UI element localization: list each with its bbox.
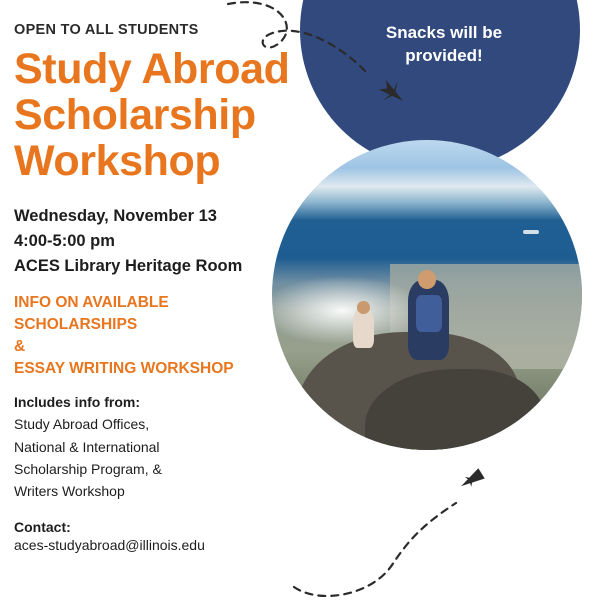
photo-ship: [523, 230, 539, 234]
page-title: [14, 46, 374, 184]
contact-email[interactable]: aces-studyabroad@illinois.edu: [14, 536, 205, 553]
poster-content: [14, 22, 374, 553]
eyebrow-text: OPEN TO ALL STUDENTS: [14, 22, 199, 38]
event-location: ACES Library Heritage Room: [14, 256, 243, 275]
photo-hiker-main-head: [418, 270, 437, 289]
includes-body: [14, 413, 374, 503]
topic-line-3: ESSAY WRITING WORKSHOP: [14, 360, 234, 378]
topics-list: [14, 292, 374, 380]
event-time: 4:00-5:00 pm: [14, 231, 115, 250]
airplane-icon-2: [458, 468, 485, 491]
snacks-badge-line2: provided!: [405, 45, 483, 65]
snacks-badge-line1: Snacks will be: [385, 23, 503, 42]
headline-line-3: Workshop: [14, 137, 221, 185]
topic-line-1: INFO ON AVAILABLE: [14, 294, 169, 312]
includes-line-2: National & International: [14, 438, 160, 455]
event-date: Wednesday, November 13: [14, 207, 217, 225]
headline-line-1: Study Abroad: [14, 45, 290, 93]
event-details: [14, 204, 374, 278]
photo-hiker-backpack: [416, 295, 442, 332]
includes-line-4: Writers Workshop: [14, 483, 125, 500]
includes-title: Includes info from:: [14, 394, 140, 411]
contact-title: Contact:: [14, 518, 71, 535]
headline-line-2: Scholarship: [14, 91, 256, 139]
includes-line-1: Study Abroad Offices,: [14, 416, 150, 433]
includes-line-3: Scholarship Program, &: [14, 461, 162, 478]
topic-ampersand: &: [14, 338, 26, 356]
topic-line-2: SCHOLARSHIPS: [14, 316, 138, 334]
